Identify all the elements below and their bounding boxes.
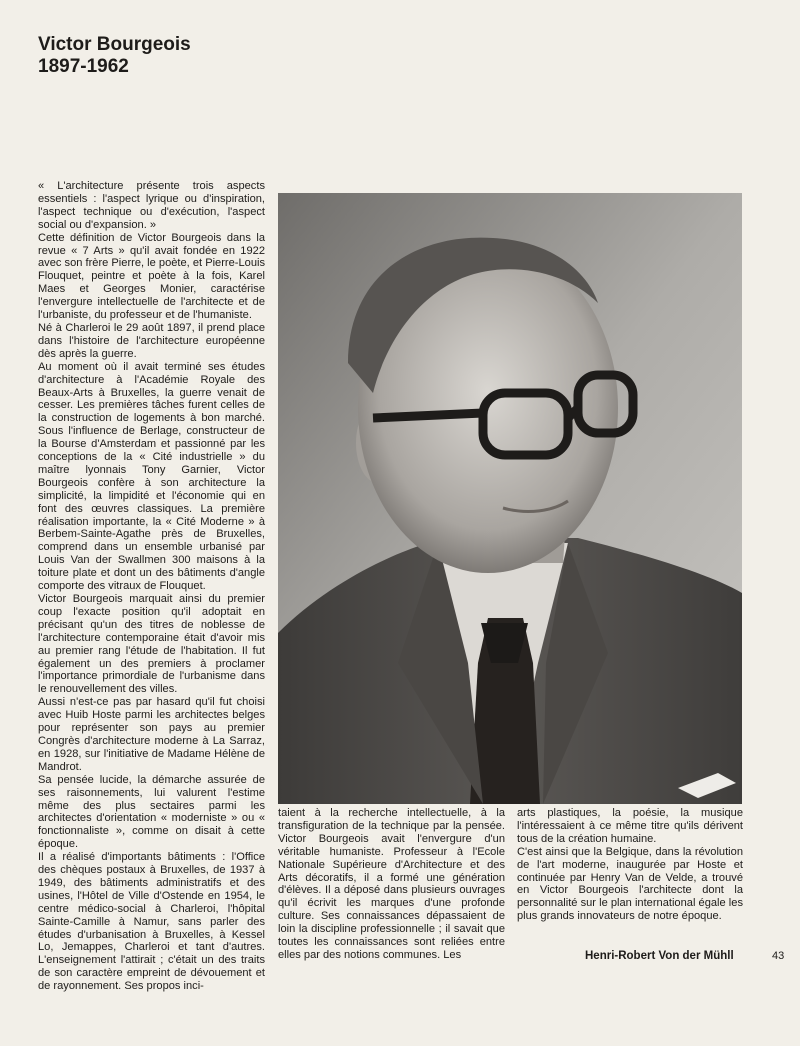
paragraph: Cette définition de Victor Bourgeois dans la revue « 7 Arts » qu'il avait fondée en 1922 avec son frère Pierre, le poète, et Pierre-Louis Flouquet, peintre et poète à la fois, Karel Maes et Georges Monier, caractérise l'envergure intellectuelle de l'architecte et de l'urbaniste, du professeur et de l'humaniste. — [38, 231, 265, 322]
paragraph: taient à la recherche intellectuelle, à la transfiguration de la technique par la pensée. Victor Bourgeois avait l'envergure d'un véritable humaniste. Professeur à l'Ecole Nationale Supérieure d'Architecture et des Arts décoratifs, il a formé une génération d'élèves. Il a déposé dans plusieurs ouvrages qu'il écrivit les marques d'une profonde culture. Ses connaissances dépassaient de loin la discipline professionnelle ; il savait que toutes les connaissances sont reliées entre elles par des notions communes. Les — [278, 807, 505, 961]
paragraph: Il a réalisé d'importants bâtiments : l'Office des chèques postaux à Bruxelles, de 1937 à 1949, des bâtiments administratifs et des usines, l'Hôtel de Ville d'Ostende en 1954, le centre médico-social à Charleroi, l'hôpital Sainte-Camille à Namur, sans parler des études d'urbanisation à Bruxelles, à Kessel Lo, Jemappes, Charleroi et tant d'autres. L'enseignement l'attirait ; c'était un des traits de son caractère empreint de dévouement et de rayonnement. Ses propos inci- — [38, 851, 265, 993]
text-column-2 — [278, 807, 505, 962]
article-title — [38, 34, 191, 78]
portrait-illustration — [278, 193, 742, 804]
paragraph: Né à Charleroi le 29 août 1897, il prend place dans l'histoire de l'architecture européenne dès après la guerre. — [38, 321, 265, 360]
subject-name: Victor Bourgeois — [38, 34, 191, 55]
text-column-3 — [517, 807, 743, 923]
author-signature: Henri-Robert Von der Mühll — [585, 950, 734, 962]
paragraph: Sa pensée lucide, la démarche assurée de ses raisonnements, lui valurent l'estime même des plus sectaires parmi les architectes d'orientation « moderniste » ou « fonctionnaliste », comme on disait à cette époque. — [38, 773, 265, 851]
paragraph: Aussi n'est-ce pas par hasard qu'il fut choisi avec Huib Hoste parmi les architectes belges pour représenter son pays au premier Congrès d'architecture moderne à La Sarraz, en 1928, sur l'initiative de Madame Hélène de Mandrot. — [38, 696, 265, 773]
paragraph: Victor Bourgeois marquait ainsi du premier coup l'exacte position qu'il adoptait en précisant qu'un des titres de noblesse de l'architecture contemporaine était d'avoir mis au premier rang l'étude de l'habitation. Il fut également un des premiers à proclamer l'importance primordiale de l'urbanisme dans le renouvellement des villes. — [38, 593, 265, 696]
text-column-1 — [38, 180, 265, 993]
paragraph: Au moment où il avait terminé ses études d'architecture à l'Académie Royale des Beaux-Arts à Bruxelles, la guerre venait de cesser. Les premières tâches furent celles de la construction de logements à bon marché. Sous l'influence de Berlage, constructeur de la Bourse d'Amsterdam et passionné par les conceptions de la « Cité industrielle » du maître lyonnais Tony Garnier, Victor Bourgeois confère à son architecture la simplicité, la limpidité et l'économie qui en font des œuvres classiques. La première réalisation importante, la « Cité Moderne » à Berbem-Sainte-Agathe près de Bruxelles, comprend dans un ensemble urbanisé par Louis Van der Swallmen 300 maisons à la toiture plate et dont un des bâtiments d'angle comporte des vitraux de Flouquet. — [38, 360, 265, 593]
portrait-photo — [278, 193, 742, 804]
paragraph: arts plastiques, la poésie, la musique l'intéressaient à ce même titre qu'ils dérivent tous de la création humaine. — [517, 807, 743, 845]
page-number: 43 — [772, 950, 785, 962]
paragraph: C'est ainsi que la Belgique, dans la révolution de l'art moderne, inaugurée par Hoste et continuée par Henry Van de Velde, a trouvé en Victor Bourgeois l'architecte dont la personnalité sur le plan international égale les plus grands innovateurs de notre époque. — [517, 845, 743, 923]
paragraph: « L'architecture présente trois aspects essentiels : l'aspect lyrique ou d'inspiration, l'aspect technique ou d'exécution, l'aspect social ou d'expansion. » — [38, 180, 265, 231]
subject-years: 1897-1962 — [38, 56, 129, 77]
